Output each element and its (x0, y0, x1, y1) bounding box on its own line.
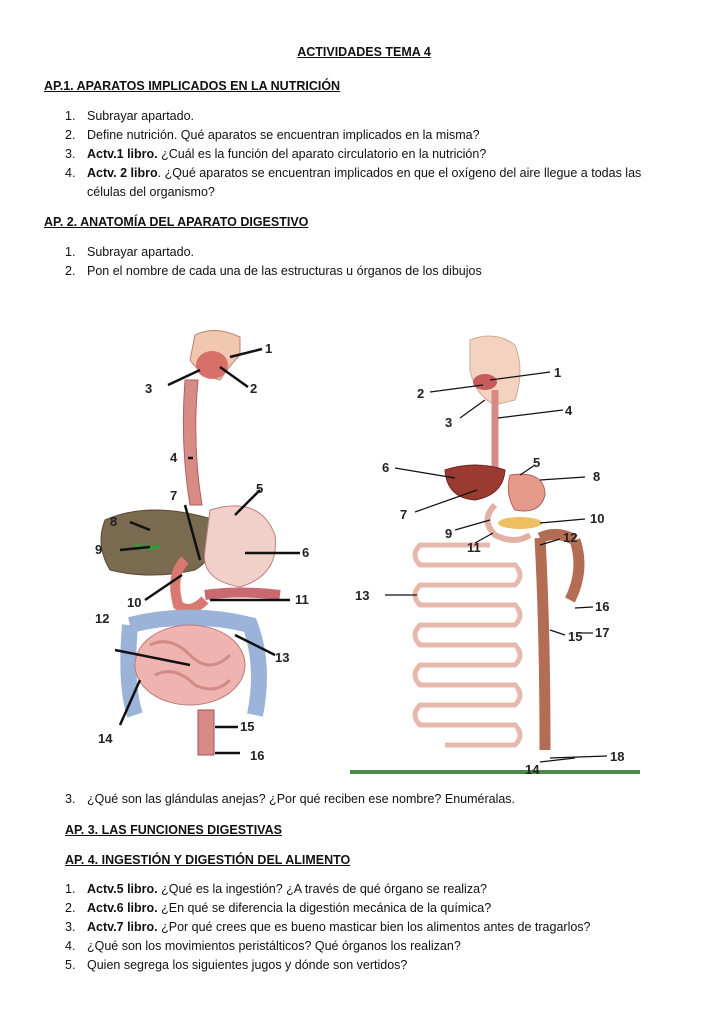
list-item: 2. Define nutrición. Qué aparatos se encuentran implicados en la misma? (65, 128, 480, 142)
diagram-label: 18 (610, 749, 625, 764)
diagram-label: 15 (568, 629, 583, 644)
diagram-label: 5 (533, 455, 541, 470)
diagram-label: 7 (170, 488, 178, 503)
diagram-label: 10 (127, 595, 142, 610)
diagram-label: 5 (256, 481, 264, 496)
diagram-label: 17 (595, 625, 610, 640)
list-item: 2. Actv.6 libro. ¿En qué se diferencia la digestión mecánica de la química? (65, 901, 492, 915)
diagram-label: 12 (563, 530, 578, 545)
list-item: 4. Actv. 2 libro. ¿Qué aparatos se encuentran implicados en que el oxígeno del aire llegue a todas las células del organismo? (65, 166, 642, 199)
section-heading-ap3: AP. 3. LAS FUNCIONES DIGESTIVAS (65, 823, 282, 837)
digestive-diagram-right (345, 330, 640, 775)
diagram-label: 15 (240, 719, 255, 734)
list-item: 3. ¿Qué son las glándulas anejas? ¿Por qué reciben ese nombre? Enuméralas. (65, 792, 516, 806)
diagram-label: 11 (467, 540, 481, 555)
diagram-label: 4 (170, 450, 178, 465)
diagram-label: 11 (295, 592, 309, 607)
diagram-label: 3 (445, 415, 453, 430)
diagram-label: 16 (595, 599, 610, 614)
diagram-label: 6 (302, 545, 310, 560)
ap1-list (65, 107, 675, 202)
ap2-list (65, 243, 685, 281)
diagram-label: 4 (565, 403, 573, 418)
diagram-label: 14 (525, 762, 540, 775)
diagram-label: 8 (110, 514, 118, 529)
section-heading-ap2: AP. 2. ANATOMÍA DEL APARATO DIGESTIVO (44, 215, 309, 229)
list-item: 4. ¿Qué son los movimientos peristálticos? Qué órganos los realizan? (65, 939, 461, 953)
diagram-label: 10 (590, 511, 605, 526)
diagram-label: 13 (355, 588, 370, 603)
diagram-label: 3 (145, 381, 153, 396)
list-item: 1. Subrayar apartado. (65, 109, 195, 123)
diagram-label: 16 (250, 748, 265, 763)
ap2-list-continued (65, 790, 685, 809)
diagram-label: 2 (250, 381, 258, 396)
digestive-diagram-left (90, 325, 320, 770)
diagram-label: 2 (417, 386, 425, 401)
diagram-label: 6 (382, 460, 390, 475)
diagram-label: 12 (95, 611, 110, 626)
diagram-label: 7 (400, 507, 408, 522)
diagram-label: 1 (265, 341, 273, 356)
ap4-list (65, 880, 685, 975)
list-item: 3. Actv.7 libro. ¿Por qué crees que es bueno masticar bien los alimentos antes de tragarlos? (65, 920, 591, 934)
diagram-label: 13 (275, 650, 290, 665)
list-item: 1. Actv.5 libro. ¿Qué es la ingestión? ¿A través de qué órgano se realiza? (65, 882, 487, 896)
list-item: 5. Quien segrega los siguientes jugos y dónde son vertidos? (65, 958, 408, 972)
diagram-label: 14 (98, 731, 113, 746)
list-item: 1. Subrayar apartado. (65, 245, 195, 259)
diagram-label: 1 (554, 365, 562, 380)
section-heading-ap1: AP.1. APARATOS IMPLICADOS EN LA NUTRICIÓN (44, 79, 341, 93)
section-heading-ap4: AP. 4. INGESTIÓN Y DIGESTIÓN DEL ALIMENTO (65, 853, 351, 867)
diagram-label: 8 (593, 469, 601, 484)
diagram-label: 9 (445, 526, 453, 541)
page-title: ACTIVIDADES TEMA 4 (297, 45, 431, 59)
list-item: 2. Pon el nombre de cada una de las estructuras u órganos de los dibujos (65, 264, 482, 278)
diagram-label: 9 (95, 542, 103, 557)
list-item: 3. Actv.1 libro. ¿Cuál es la función del aparato circulatorio en la nutrición? (65, 147, 487, 161)
